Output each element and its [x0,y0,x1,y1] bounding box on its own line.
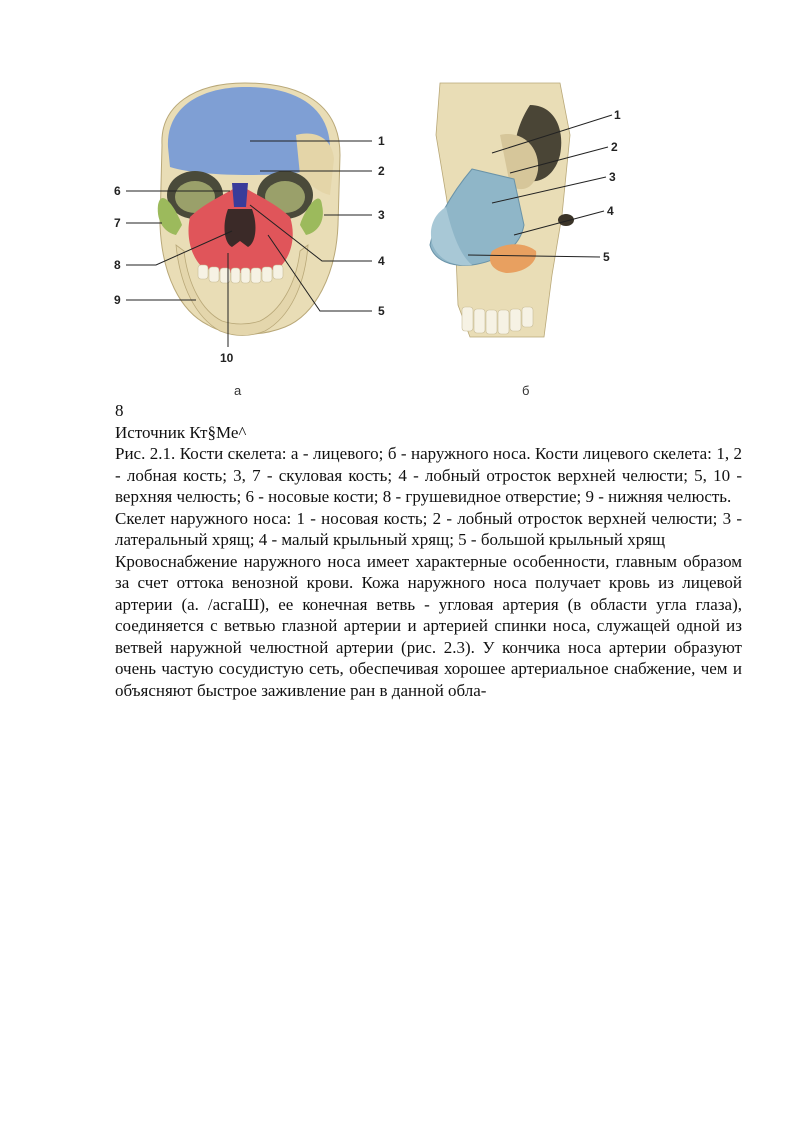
anatomy-figure [100,75,660,405]
document-text [115,400,742,701]
nose-label-1: 1 [614,108,621,122]
source-line: Источник Кт§Ме^ [115,422,247,442]
nose-label-2: 2 [611,140,618,154]
skull-label-10: 10 [220,351,234,365]
nasal-bones-region [232,183,248,207]
figure-caption: Рис. 2.1. Кости скелета: а - лицевого; б - наружного носа. Кости лицевого скелета: 1, 2 - лобная кость; 3, 7 - скуловая кость; 4 - лобный отросток верхней челюсти; 5, 10 - верхняя челюсть; 6 - носовые кости; 8 - грушевидное отверстие; 9 - нижняя челюсть. [115,444,742,506]
skull-front-illustration [126,83,372,347]
nose-label-5: 5 [603,250,610,264]
skull-label-1: 1 [378,134,385,148]
skull-label-4: 4 [378,254,385,268]
page-number: 8 [115,401,124,420]
panel-b-label: б [522,383,530,398]
nose-label-4: 4 [607,204,614,218]
nose-label-3: 3 [609,170,616,184]
panel-a-label: а [234,383,242,398]
skull-label-8: 8 [114,258,121,272]
skull-label-7: 7 [114,216,121,230]
anatomy-illustration [100,75,660,405]
skull-label-9: 9 [114,293,121,307]
nose-skeleton-caption: Скелет наружного носа: 1 - носовая кость; 2 - лобный отросток верхней челюсти; 3 - латеральный хрящ; 4 - малый крыльный хрящ; 5 - большой крыльный хрящ [115,508,742,549]
skull-label-5: 5 [378,304,385,318]
skull-label-3: 3 [378,208,385,222]
skull-label-6: 6 [114,184,121,198]
nose-side-illustration [430,83,612,337]
body-paragraph: Кровоснабжение наружного носа имеет характерные особенности, главным образом за счет оттока венозной крови. Кожа наружного носа получает кровь из лицевой артерии (а. /асгаШ), ее конечная ветвь - угловая артерия (в области угла глаза), соединяется с ветвью глазной артерии и артерией спинки носа, служащей одной из ветвей наружной челюстной артерии (рис. 2.3). У кончика носа артерии образуют очень частую сосудистую сеть, обеспечивая хорошее артериальное снабжение, чем и объясняют быстрое заживление ран в данной обла- [115,551,742,700]
skull-label-2: 2 [378,164,385,178]
